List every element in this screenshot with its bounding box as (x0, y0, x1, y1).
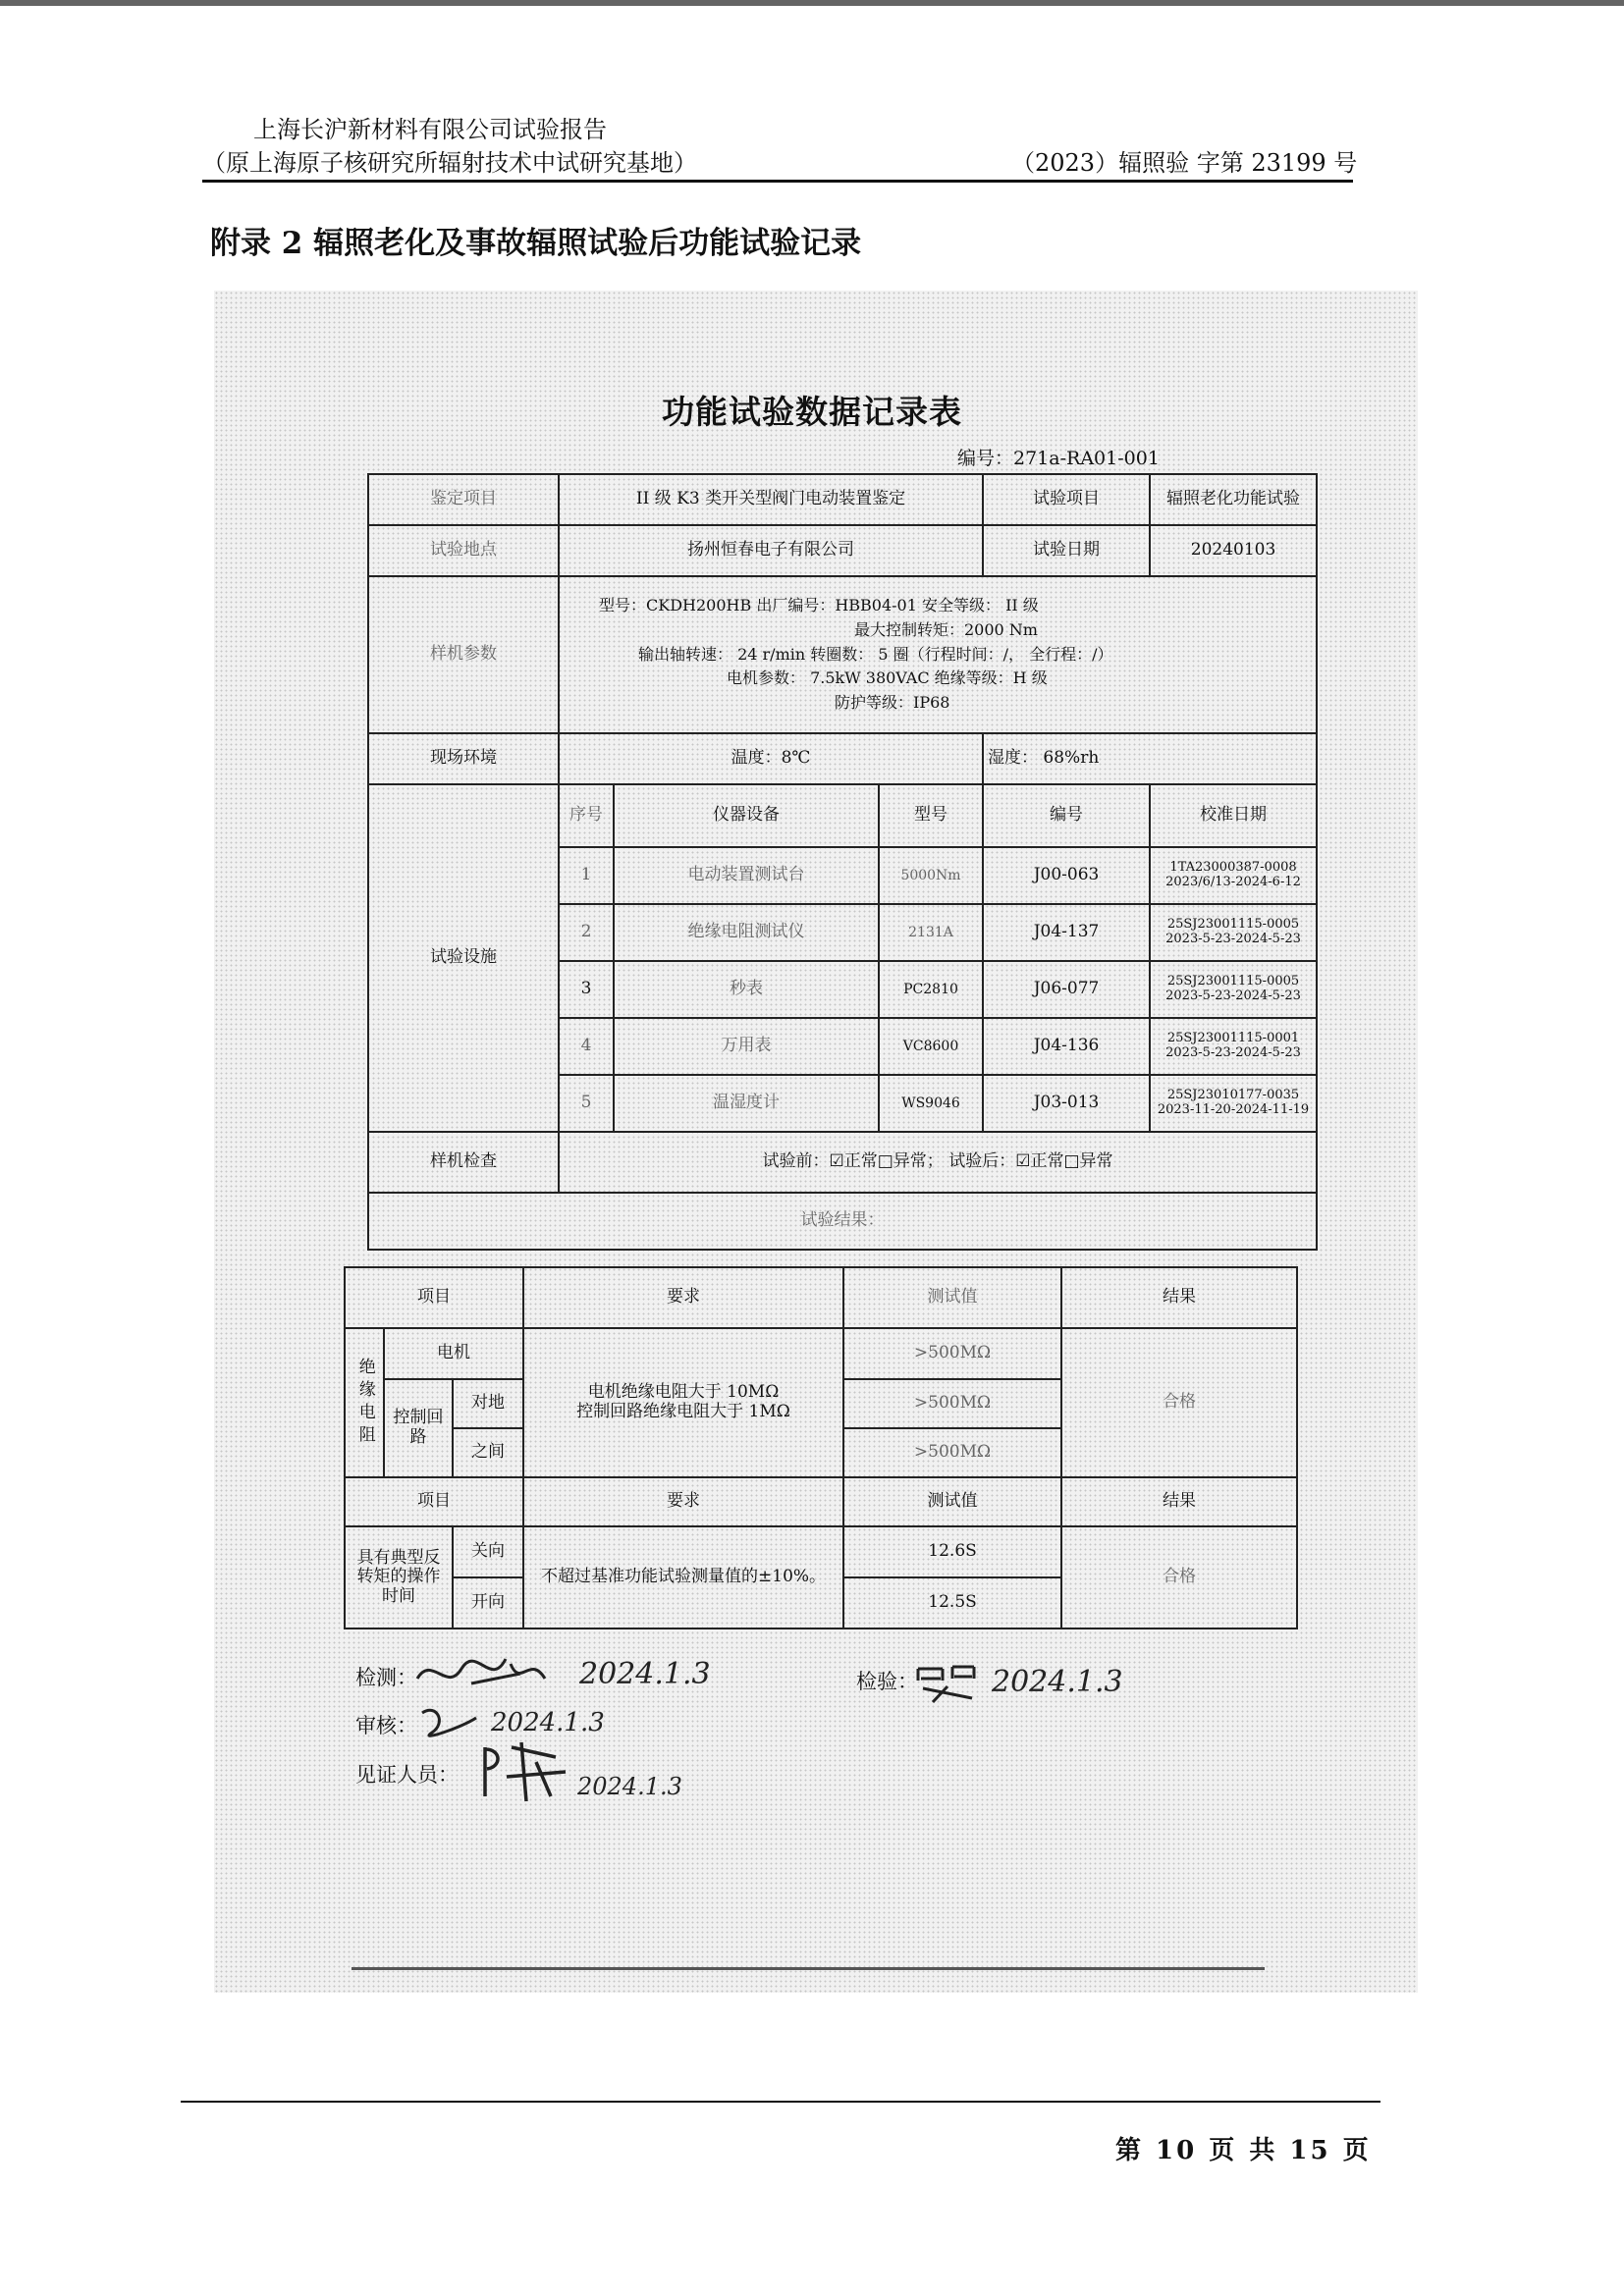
close-direction-label: 关向 (453, 1526, 523, 1577)
params-line: 防护等级：IP68 (835, 693, 950, 713)
insulation-requirement (523, 1328, 843, 1477)
to-ground-label: 对地 (453, 1379, 523, 1428)
facility-model: 5000Nm (879, 847, 983, 904)
footer-divider (181, 2101, 1380, 2103)
insulation-result: 合格 (1061, 1328, 1297, 1477)
result-title: 试验结果： (368, 1193, 1317, 1250)
tester-date: 2024.1.3 (579, 1657, 711, 1691)
facility-id: J04-136 (983, 1018, 1150, 1075)
value-temp: 温度：8℃ (559, 733, 983, 784)
facility-cal (1150, 1075, 1317, 1132)
cal-range: 2023-5-23-2024-5-23 (1165, 932, 1301, 946)
cal-range: 2023-11-20-2024-11-19 (1157, 1102, 1310, 1117)
tester-label: 检测： (355, 1666, 417, 1689)
facility-id: J06-077 (983, 961, 1150, 1018)
header-divider (202, 180, 1353, 183)
label-date: 试验日期 (983, 525, 1150, 576)
insulation-req-line: 电机绝缘电阻大于 10MΩ (587, 1382, 780, 1403)
header-report-number: （2023）辐照验 字第 23199 号 (1011, 149, 1358, 177)
results-table (344, 1266, 1298, 1629)
label-facility: 试验设施 (368, 784, 559, 1132)
res-header-value: 测试值 (843, 1267, 1061, 1328)
header-company: 上海长沪新材料有限公司试验报告 (253, 116, 607, 143)
facility-model: PC2810 (879, 961, 983, 1018)
insulation-value: >500MΩ (843, 1379, 1061, 1428)
res-header-value-2: 测试值 (843, 1477, 1061, 1526)
facility-name: 万用表 (614, 1018, 879, 1075)
facility-header-cal: 校准日期 (1150, 784, 1317, 847)
scan-bottom-rule (352, 1967, 1265, 1970)
facility-header-no: 序号 (559, 784, 614, 847)
insulation-req-line: 控制回路绝缘电阻大于 1MΩ (576, 1402, 790, 1421)
facility-name: 绝缘电阻测试仪 (614, 904, 879, 961)
label-env: 现场环境 (368, 733, 559, 784)
facility-cal (1150, 847, 1317, 904)
form-number: 编号：271a-RA01-001 (957, 448, 1160, 469)
torque-value: 12.5S (843, 1577, 1061, 1629)
torque-value: 12.6S (843, 1526, 1061, 1577)
facility-cal (1150, 1018, 1317, 1075)
value-date: 20240103 (1150, 525, 1317, 576)
insulation-group: 绝缘电阻 (345, 1328, 384, 1477)
header-former-name: （原上海原子核研究所辐射技术中试研究基地） (202, 149, 697, 177)
value-params (559, 576, 1317, 733)
params-line: 输出轴转速： 24 r/min 转圈数： 5 圈（行程时间：/， 全行程：/） (638, 644, 1113, 664)
facility-no: 4 (559, 1018, 614, 1075)
page-number: 第 10 页 共 15 页 (1115, 2136, 1372, 2165)
params-line: 最大控制转矩：2000 Nm (854, 619, 1038, 639)
between-label: 之间 (453, 1428, 523, 1477)
facility-cal (1150, 961, 1317, 1018)
open-direction-label: 开向 (453, 1577, 523, 1629)
label-site: 试验地点 (368, 525, 559, 576)
cal-cert: 25SJ23001115-0001 (1166, 1031, 1300, 1046)
torque-requirement: 不超过基准功能试验测量值的±10%。 (523, 1526, 843, 1629)
facility-no: 2 (559, 904, 614, 961)
value-humidity: 湿度： 68%rh (983, 733, 1317, 784)
torque-label: 具有典型反转矩的操作时间 (345, 1526, 453, 1629)
tester-signature (412, 1649, 550, 1698)
insulation-value: >500MΩ (843, 1328, 1061, 1379)
res-header-result: 结果 (1061, 1267, 1297, 1328)
res-header-result-2: 结果 (1061, 1477, 1297, 1526)
facility-id: J03-013 (983, 1075, 1150, 1132)
reviewer-signature (417, 1703, 486, 1742)
appendix-title: 附录 2 辐照老化及事故辐照试验后功能试验记录 (210, 226, 862, 261)
witness-label: 见证人员： (355, 1763, 459, 1787)
facility-model: 2131A (879, 904, 983, 961)
cal-range: 2023-5-23-2024-5-23 (1165, 988, 1301, 1003)
torque-result: 合格 (1061, 1526, 1297, 1629)
insulation-value: >500MΩ (843, 1428, 1061, 1477)
label-item: 鉴定项目 (368, 474, 559, 525)
facility-no: 1 (559, 847, 614, 904)
motor-label: 电机 (384, 1328, 523, 1379)
cal-cert: 1TA23000387-0008 (1169, 860, 1297, 876)
facility-id: J04-137 (983, 904, 1150, 961)
reviewer-label: 审核： (355, 1714, 417, 1737)
cal-range: 2023-5-23-2024-5-23 (1165, 1045, 1301, 1060)
facility-no: 3 (559, 961, 614, 1018)
control-circuit-label: 控制回路 (384, 1379, 453, 1477)
facility-header-name: 仪器设备 (614, 784, 879, 847)
facility-id: J00-063 (983, 847, 1150, 904)
form-title: 功能试验数据记录表 (662, 393, 962, 431)
cal-cert: 25SJ23010177-0035 (1166, 1088, 1300, 1103)
checker-signature (913, 1659, 982, 1704)
facility-cal (1150, 904, 1317, 961)
scan-edge (0, 0, 1624, 6)
facility-header-id: 编号 (983, 784, 1150, 847)
facility-name: 电动装置测试台 (614, 847, 879, 904)
checker-label: 检验： (856, 1670, 918, 1693)
label-test-item: 试验项目 (983, 474, 1150, 525)
res-header-req: 要求 (523, 1267, 843, 1328)
params-line: 型号：CKDH200HB 出厂编号：HBB04-01 安全等级： II 级 (599, 596, 1039, 614)
facility-no: 5 (559, 1075, 614, 1132)
cal-range: 2023/6/13-2024-6-12 (1165, 875, 1301, 889)
res-header-req-2: 要求 (523, 1477, 843, 1526)
params-line: 电机参数： 7.5kW 380VAC 绝缘等级：H 级 (727, 668, 1048, 688)
label-params: 样机参数 (368, 576, 559, 733)
value-site: 扬州恒春电子有限公司 (559, 525, 983, 576)
res-header-item: 项目 (345, 1267, 523, 1328)
value-check: 试验前：☑正常□异常； 试验后：☑正常□异常 (559, 1132, 1317, 1193)
reviewer-date: 2024.1.3 (491, 1708, 605, 1737)
label-check: 样机检查 (368, 1132, 559, 1193)
cal-cert: 25SJ23001115-0005 (1166, 917, 1300, 933)
facility-header-model: 型号 (879, 784, 983, 847)
form-info-table (367, 473, 1318, 1251)
facility-name: 温湿度计 (614, 1075, 879, 1132)
value-test-item: 辐照老化功能试验 (1150, 474, 1317, 525)
facility-model: VC8600 (879, 1018, 983, 1075)
witness-signature (477, 1737, 575, 1806)
facility-name: 秒表 (614, 961, 879, 1018)
res-header-item-2: 项目 (345, 1477, 523, 1526)
checker-date: 2024.1.3 (992, 1665, 1123, 1699)
cal-cert: 25SJ23001115-0005 (1166, 974, 1300, 989)
facility-model: WS9046 (879, 1075, 983, 1132)
value-item: II 级 K3 类开关型阀门电动装置鉴定 (559, 474, 983, 525)
witness-date: 2024.1.3 (577, 1773, 682, 1800)
